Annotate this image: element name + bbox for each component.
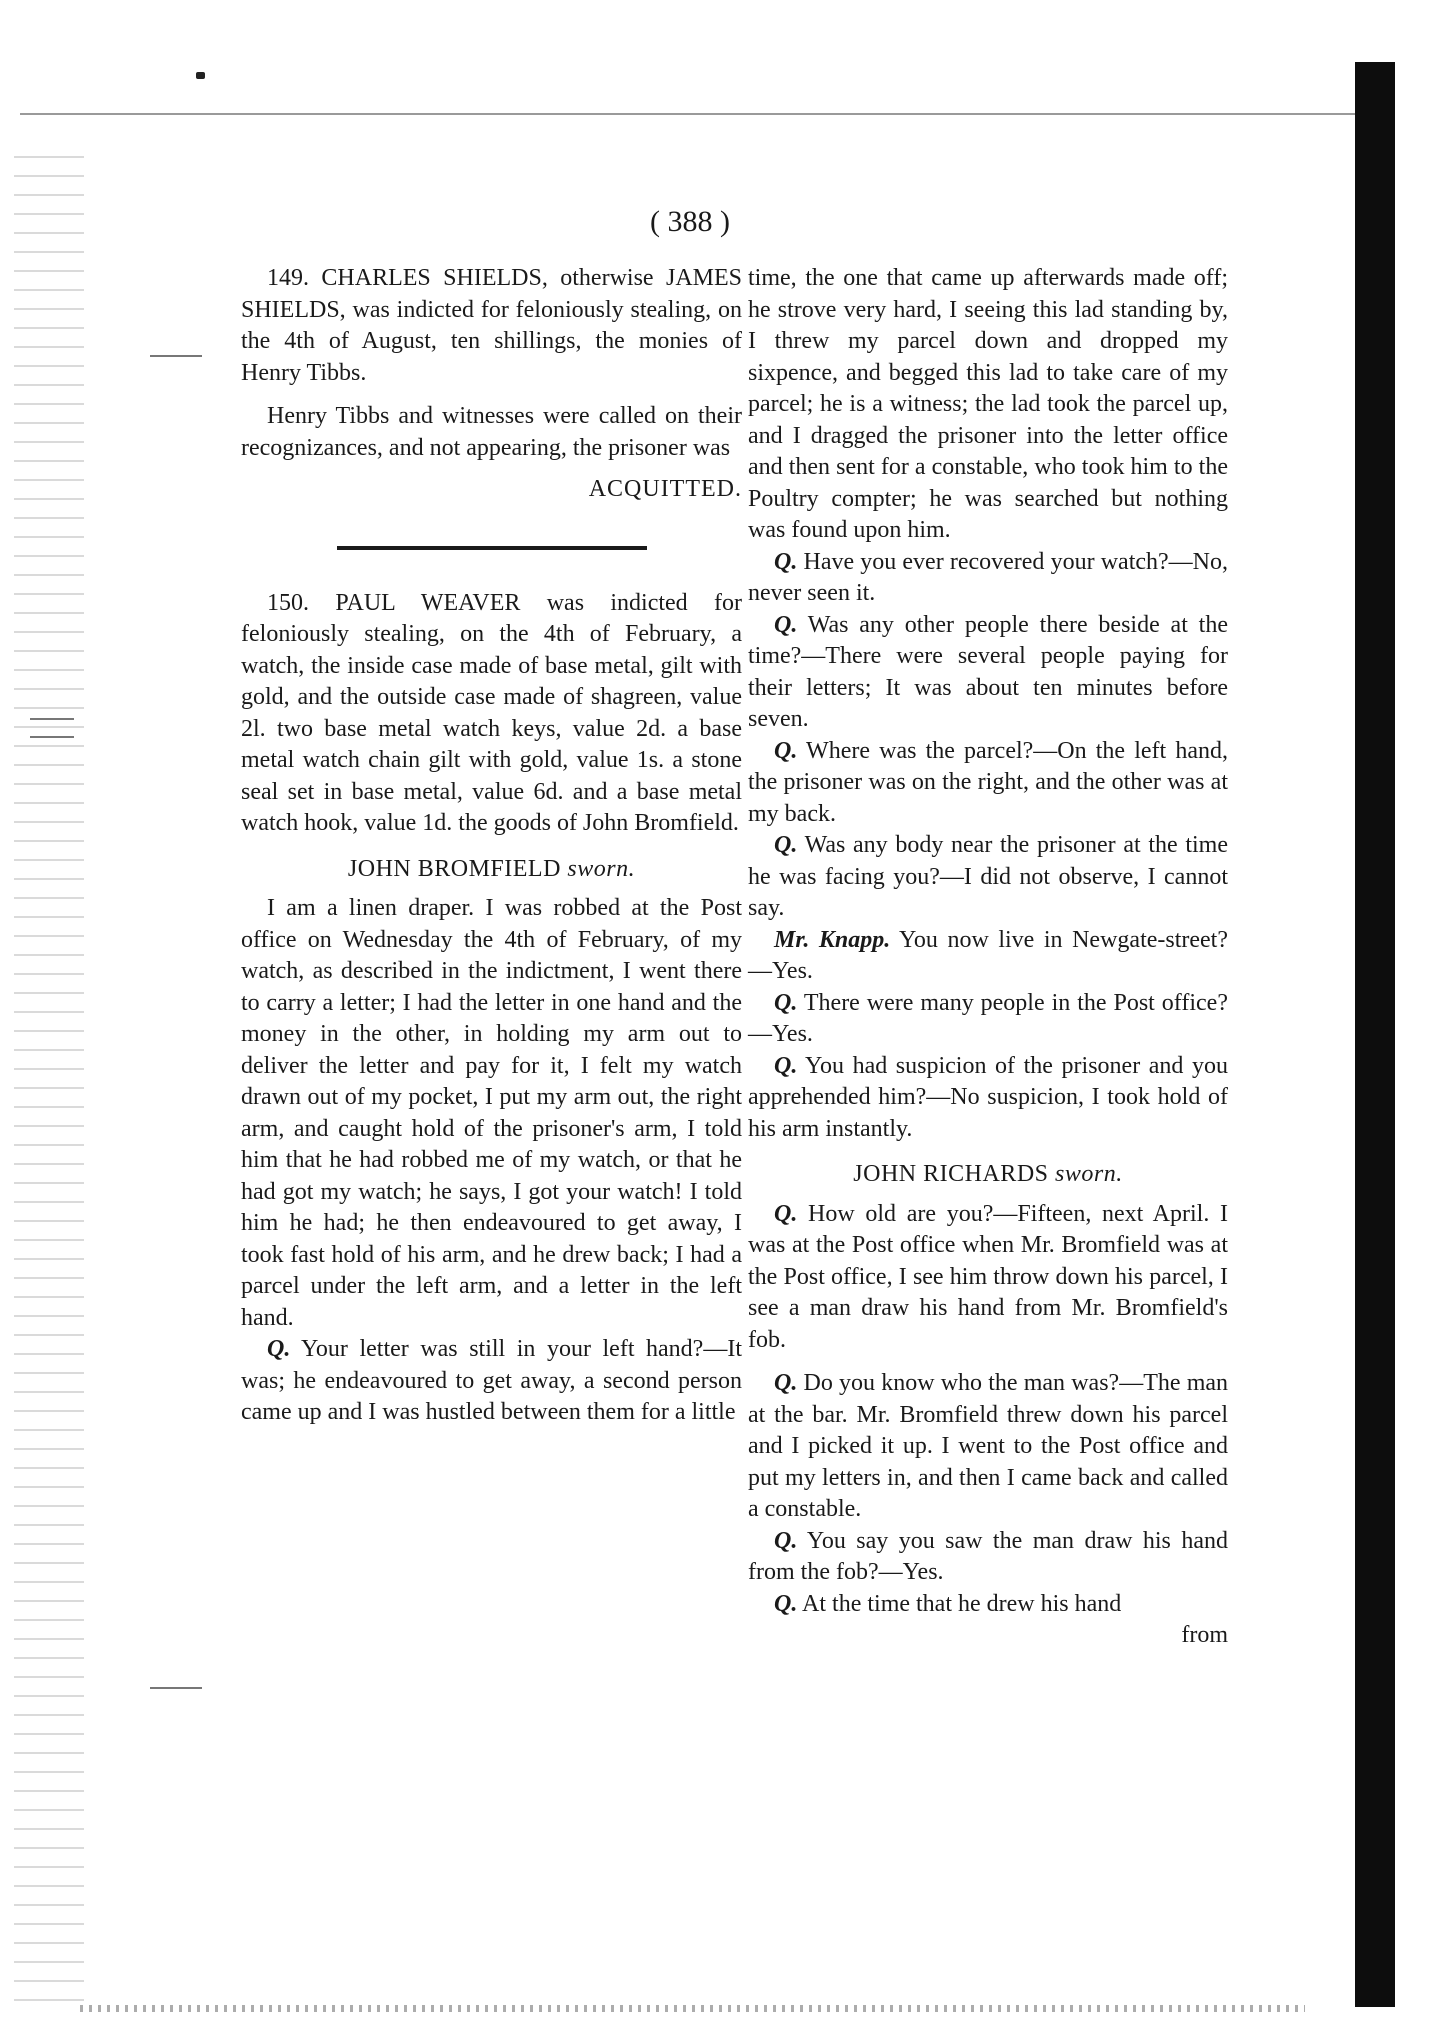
verdict: ACQUITTED. — [588, 476, 742, 502]
catchword: from — [1181, 1622, 1228, 1648]
question-text: Was any other people there beside at the time?—There were several people paying for their letters; It was about ten minutes before seven. — [748, 611, 1228, 732]
case-149-indictment: 149. CHARLES SHIELDS, otherwise JAMES SHIELDS, was indicted for feloniously stealing, on the 4th of August, ten shillings, the monies of Henry Tibbs. — [241, 265, 742, 386]
scan-top-edge — [20, 113, 1375, 115]
question-text: You say you saw the man draw his hand from the fob?—Yes. — [748, 1527, 1228, 1585]
question-mark: Q. — [774, 548, 798, 575]
page-number: ( 388 ) — [650, 205, 730, 238]
question-answer — [748, 988, 1228, 1051]
witness-name: JOHN RICHARDS — [853, 1161, 1049, 1187]
scan-mark — [196, 72, 205, 79]
witness-sworn: sworn. — [1055, 1161, 1123, 1187]
question-text: Your letter was still in your left hand?—It was; he endeavoured to get away, a second person came up and I was hustled between them for a little — [241, 1336, 742, 1425]
left-column — [241, 263, 742, 1429]
scan-tick — [150, 1687, 202, 1689]
scan-tick — [150, 355, 202, 357]
testimony-paragraph: I am a linen draper. I was robbed at the Post office on Wednesday the 4th of February, of my watch, as described in the indictment, I went there to carry a letter; I had the letter in one hand and the money in the other, in holding my arm out to deliver the letter and pay for it, I felt my watch drawn out of my pocket, I put my arm out, the right arm, and caught hold of the prisoner's arm, I told him that he had robbed me of my watch, or that he had got my watch; he says, I got your watch! I told him he had; he then endeavoured to get away, I took fast hold of his arm, and he drew back; I had a parcel under the left arm, and a letter in the left hand. — [241, 895, 742, 1331]
question-answer — [748, 1051, 1228, 1146]
question-mark: Q. — [267, 1336, 291, 1362]
question-answer — [748, 736, 1228, 831]
question-text: You had suspicion of the prisoner and you apprehended him?—No suspicion, I took hold of his arm instantly. — [748, 1052, 1229, 1142]
question-text: At the time that he drew his hand — [802, 1590, 1122, 1617]
question-answer — [748, 610, 1228, 736]
scan-dark-edge — [1355, 62, 1395, 2007]
question-mark: Q. — [774, 832, 798, 858]
scan-tick — [30, 736, 74, 738]
question-mark: Q. — [774, 737, 798, 764]
question-mark: Q. — [774, 1370, 798, 1396]
scan-bottom-edge — [80, 2005, 1305, 2012]
question-text: Have you ever recovered your watch?—No, never seen it. — [748, 548, 1228, 606]
case-150-indictment: 150. PAUL WEAVER was indicted for feloniously stealing, on the 4th of February, a watch, the inside case made of base metal, gilt with gold, and the outside case made of shagreen, value 2l. two base metal watch keys, value 2d. a base metal watch chain gilt with gold, value 1s. a stone seal set in base metal, value 6d. and a base metal watch hook, value 1d. the goods of John Bromfield. — [241, 589, 742, 836]
question-mark: Q. — [774, 611, 798, 638]
question-mark: Q. — [774, 989, 798, 1016]
question-text: Was any body near the prisoner at the time he was facing you?—I did not observe, I cannot say. — [748, 832, 1228, 921]
question-text: Where was the parcel?—On the left hand, the prisoner was on the right, and the other was at my back. — [748, 737, 1228, 827]
witness-name: JOHN BROMFIELD — [347, 855, 561, 882]
section-divider — [337, 546, 647, 550]
question-answer — [748, 830, 1228, 925]
testimony-continuation: time, the one that came up afterwards made off; he strove very hard, I seeing this lad standing by, I threw my parcel down and dropped my sixpence, and begged this lad to take care of my parcel; he is a witness; the lad took the parcel up, and I dragged the prisoner into the letter office and then sent for a constable, who took him to the Poultry compter; he was searched but nothing was found upon him. — [748, 265, 1228, 543]
question-text: You now live in Newgate-street?—Yes. — [748, 926, 1229, 984]
question-answer — [748, 1589, 1228, 1621]
question-mark: Q. — [774, 1052, 798, 1079]
question-answer — [748, 1199, 1228, 1357]
question-mark: Mr. Knapp. — [774, 926, 891, 953]
question-answer — [748, 1526, 1228, 1589]
question-answer — [748, 925, 1228, 988]
witness-sworn: sworn. — [567, 855, 636, 882]
question-text: How old are you?—Fifteen, next April. I was at the Post office when Mr. Bromfield was at the Post office, I see him throw down his parcel, I see a man draw his hand from Mr. Bromfield's fob. — [748, 1200, 1228, 1353]
scan-tick — [30, 718, 74, 720]
scan-binding-edge — [14, 150, 84, 2010]
witness-heading — [241, 854, 742, 886]
question-answer — [748, 1368, 1228, 1526]
question-text: There were many people in the Post office?—Yes. — [748, 989, 1228, 1047]
right-column — [748, 263, 1228, 1652]
question-text: Do you know who the man was?—The man at the bar. Mr. Bromfield threw down his parcel and I picked it up. I went to the Post office and put my letters in, and then I came back and called a constable. — [748, 1370, 1229, 1522]
question-mark: Q. — [774, 1527, 798, 1554]
question-answer — [241, 1334, 742, 1429]
question-mark: Q. — [774, 1590, 798, 1617]
case-149-body: Henry Tibbs and witnesses were called on their recognizances, and not appearing, the prisoner was — [241, 403, 742, 461]
witness-heading — [748, 1159, 1228, 1191]
question-mark: Q. — [774, 1200, 798, 1227]
question-answer — [748, 547, 1228, 610]
